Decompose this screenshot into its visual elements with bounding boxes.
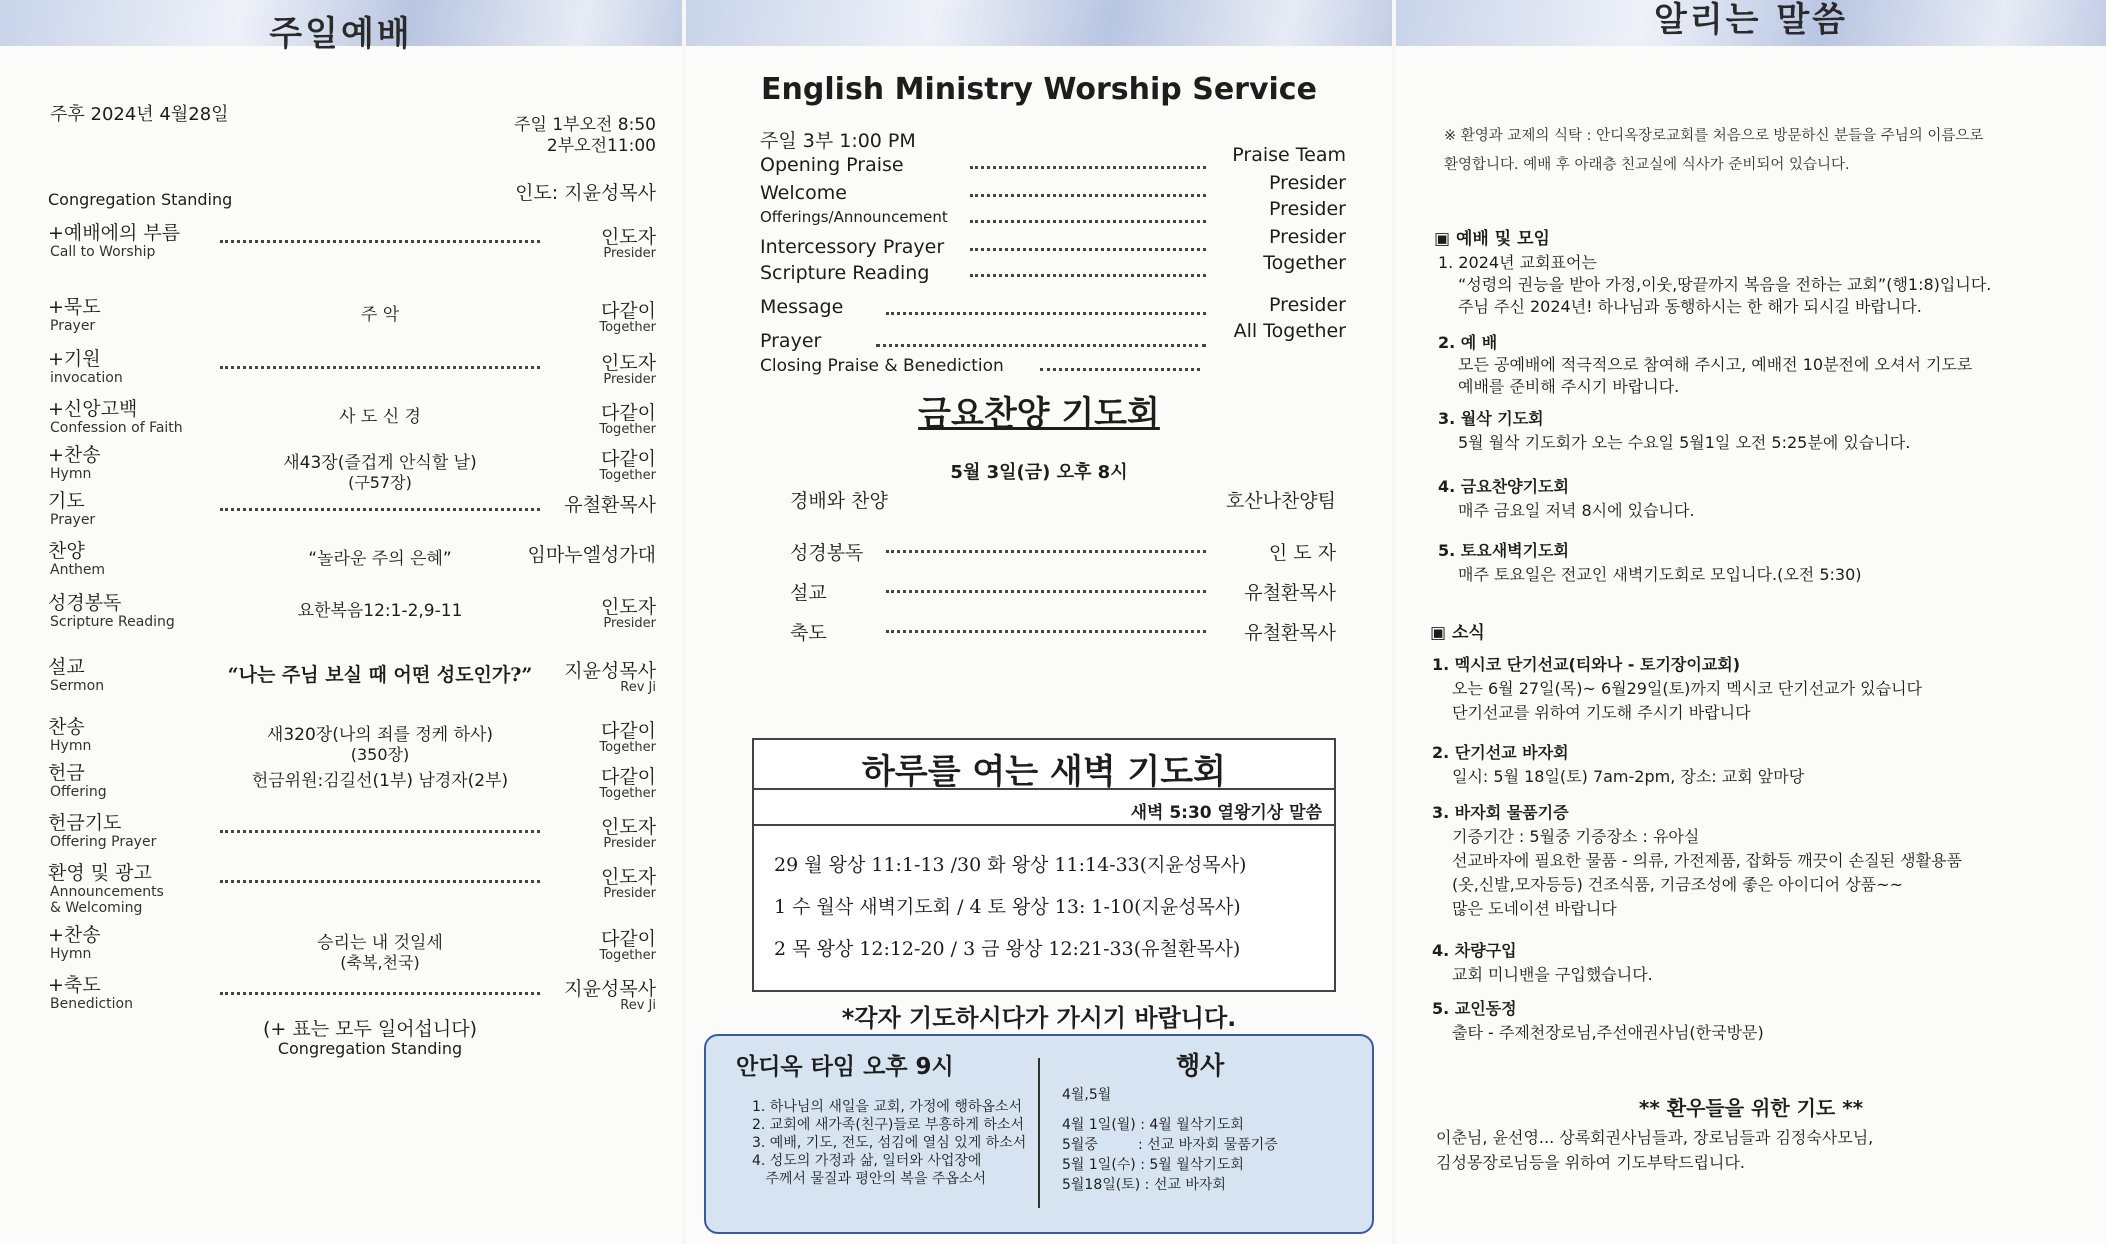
footer-note: (+ 표는 모두 일어섭니다) [262,1018,478,1040]
antioch-item: 2. 교회에 새가족(친구)들로 부흥하게 하소서 [752,1117,1024,1133]
order-item-en: Prayer [50,318,96,334]
order-item-role-en: Together [599,948,656,963]
order-item-role: 지윤성목사 [564,660,656,682]
event-item: 5월 1일(수) : 5월 월삭기도회 [1062,1157,1244,1173]
em-item-role: Together [1263,252,1346,274]
em-item-role: Presider [1269,198,1346,220]
event-item: 5월중 : 선교 바자회 물품기증 [1062,1137,1278,1153]
event-item: 5월18일(토) : 선교 바자회 [1062,1177,1226,1193]
order-item-en: Offering [50,784,107,800]
dotted-leader [220,240,540,243]
order-item-detail: 새320장(나의 죄를 정케 하사) [266,725,494,745]
item-line: (옷,신발,모자등등) 건조식품, 기금조성에 좋은 아이디어 상품~~ [1452,875,1903,894]
order-item-role: 인도자 [600,596,656,618]
em-item-role: Presider [1269,172,1346,194]
order-item-detail: “나는 주님 보실 때 어떤 성도인가?” [227,664,533,686]
order-item-en: Benediction [50,996,133,1012]
item-heading: 4. 차량구입 [1432,941,1517,960]
item-heading: 5. 교인동정 [1432,999,1517,1018]
order-item-ko: +신앙고백 [48,398,138,420]
dotted-leader [970,220,1206,223]
order-item-en: Scripture Reading [50,614,175,630]
item-heading: 3. 바자회 물품기증 [1432,803,1569,822]
dotted-leader [970,274,1206,277]
order-item-ko: 찬송 [48,716,85,738]
order-item-detail: 승리는 내 것일세 [317,933,443,953]
banner-title: 알리는 말씀 [1653,0,1849,40]
item-line: 5월 월삭 기도회가 오는 수요일 5월1일 오전 5:25분에 있습니다. [1458,433,1911,452]
order-item-role-en: Rev Ji [620,680,656,695]
item-line: 매주 금요일 저녁 8시에 있습니다. [1458,501,1695,520]
em-item-role: Praise Team [1232,144,1346,166]
order-item-role: 다같이 [600,928,656,950]
dawn-title: 하루를 여는 새벽 기도회 [862,752,1226,792]
friday-item-label: 성경봉독 [790,542,864,564]
order-item-role-en: Together [599,740,656,755]
em-title: English Ministry Worship Service [761,72,1317,107]
order-item-ko: 기도 [48,490,85,512]
em-item-label: Intercessory Prayer [760,236,945,258]
order-item-ko: 설교 [48,656,85,678]
item-line: 주님 주신 2024년! 하나님과 동행하시는 한 해가 되시길 바랍니다. [1458,297,1922,316]
worship-order-panel [0,0,682,1244]
item-line: 많은 도네이션 바랍니다 [1452,899,1617,918]
order-item-role: 다같이 [600,448,656,470]
order-item-ko: +찬송 [48,924,101,946]
antioch-item: 4. 성도의 가정과 삶, 일터와 사업장에 [752,1153,982,1169]
dawn-row: 2 목 왕상 12:12-20 / 3 금 왕상 12:21-33(유철환목사) [774,938,1241,960]
order-item-role: 인도자 [600,866,656,888]
order-item-role-en: Presider [603,246,656,261]
dawn-note: *각자 기도하시다가 가시기 바랍니다. [841,1004,1237,1032]
friday-item-role: 인 도 자 [1268,542,1336,564]
friday-item-label: 축도 [790,622,827,644]
item-line: 모든 공예배에 적극적으로 참여해 주시고, 예배전 10분전에 오셔서 기도로 [1458,355,1973,374]
item-line: 오는 6월 27일(목)~ 6월29일(토)까지 멕시코 단기선교가 있습니다 [1452,679,1923,698]
order-item-en: invocation [50,370,123,386]
friday-date: 5월 3일(금) 오후 8시 [950,462,1128,483]
em-item-label: Prayer [760,330,822,352]
antioch-box [704,1034,1374,1234]
prayer-line: 김성몽장로님등을 위하여 기도부탁드립니다. [1436,1153,1745,1172]
order-item-role-en: Together [599,786,656,801]
item-heading: 2. 단기선교 바자회 [1432,743,1569,762]
dotted-leader [220,992,540,995]
antioch-item: 주께서 물질과 평안의 복을 주옵소서 [752,1171,987,1187]
order-item-detail: “놀라운 주의 은혜” [308,549,452,569]
prayer-title: ** 환우들을 위한 기도 ** [1638,1096,1864,1120]
em-item-role: Presider [1269,294,1346,316]
friday-item-label: 경배와 찬양 [790,490,888,512]
order-item-role-en: Presider [603,836,656,851]
friday-item-role: 호산나찬양팀 [1225,490,1336,512]
dotted-leader [970,166,1206,169]
dawn-subtitle: 새벽 5:30 열왕기상 말씀 [1130,803,1322,823]
item-heading: 1. 2024년 교회표어는 [1438,253,1597,272]
order-item-ko: +기원 [48,348,101,370]
order-item-detail: 주 악 [360,305,400,325]
em-item-label: Message [760,296,844,318]
section-title: ▣ 소식 [1430,623,1485,643]
banner [686,0,1392,46]
dotted-leader [220,880,540,883]
item-line: 예배를 준비해 주시기 바랍니다. [1458,377,1680,396]
order-item-ko: 환영 및 광고 [48,862,152,884]
order-item-en: Call to Worship [50,244,156,260]
antioch-item: 3. 예배, 기도, 전도, 섬김에 열심 있게 하소서 [752,1135,1027,1151]
order-item-role-en: Together [599,468,656,483]
item-line: 단기선교를 위하여 기도해 주시기 바랍니다 [1452,703,1751,722]
order-item-role: 인도자 [600,816,656,838]
em-time: 주일 3부 1:00 PM [760,130,916,152]
order-item-role-en: Rev Ji [620,998,656,1013]
order-item-role: 인도자 [600,352,656,374]
order-item-en: Confession of Faith [50,420,183,436]
dotted-leader [970,248,1206,251]
order-item-ko: 찬양 [48,540,85,562]
order-item-en: & Welcoming [50,900,143,916]
order-item-role-en: Together [599,422,656,437]
antioch-item: 1. 하나님의 새일을 교회, 가정에 행하옵소서 [752,1099,1022,1115]
events-title: 행사 [1176,1051,1225,1080]
order-item-en: Sermon [50,678,105,694]
order-item-role: 다같이 [600,720,656,742]
item-heading: 2. 예 배 [1438,333,1498,352]
dotted-leader [1040,368,1200,371]
dotted-leader [886,550,1206,553]
service-date: 주후 2024년 4월28일 [50,104,229,125]
item-heading: 5. 토요새벽기도회 [1438,541,1569,560]
order-item-detail: (350장) [350,745,410,764]
dotted-leader [876,344,1206,347]
dotted-leader [886,630,1206,633]
order-item-en: Hymn [50,738,92,754]
order-item-ko: +찬송 [48,444,101,466]
em-item-label: Offerings/Announcement [760,208,948,226]
order-item-ko: +묵도 [48,296,101,318]
em-item-label: Opening Praise [760,154,904,176]
order-item-role: 지윤성목사 [564,978,656,1000]
item-heading: 1. 멕시코 단기선교(티와나 - 토기장이교회) [1432,655,1741,674]
order-item-detail: 요한복음12:1-2,9-11 [297,601,463,621]
welcome-line: ※ 환영과 교제의 식탁 : 안디옥장로교회를 처음으로 방문하신 분들을 주님의 이름으로 [1444,128,1984,144]
prayer-line: 이춘님, 윤선영... 상록회권사님들과, 장로님들과 김정숙사모님, [1436,1128,1874,1147]
order-item-en: Prayer [50,512,96,528]
order-item-en: Anthem [50,562,106,578]
item-line: 매주 토요일은 전교인 새벽기도회로 모입니다.(오전 5:30) [1458,565,1862,584]
section-title: ▣ 예배 및 모임 [1434,229,1550,249]
order-item-role: 유철환목사 [564,494,656,516]
order-item-ko: +예배에의 부름 [48,222,181,244]
banner-title: 주일예배 [269,14,413,54]
friday-item-role: 유철환목사 [1244,582,1336,604]
welcome-line: 환영합니다. 예배 후 아래층 친교실에 식사가 준비되어 있습니다. [1444,157,1850,173]
order-item-role-en: Together [599,320,656,335]
dotted-leader [220,366,540,369]
order-item-detail: 헌금위원:김길선(1부) 남경자(2부) [251,771,509,791]
em-item-label: Closing Praise & Benediction [760,356,1004,376]
dotted-leader [886,312,1206,315]
order-item-role-en: Presider [603,616,656,631]
order-item-role-en: Presider [603,372,656,387]
order-item-role: 다같이 [600,402,656,424]
dawn-row: 1 수 월삭 새벽기도회 / 4 토 왕상 13: 1-10(지윤성목사) [774,896,1241,918]
order-item-role: 임마누엘성가대 [527,544,656,566]
friday-item-role: 유철환목사 [1244,622,1336,644]
item-line: 출타 - 주제천장로님,주선애권사님(한국방문) [1452,1023,1764,1042]
dotted-leader [970,194,1206,197]
order-item-ko: 성경봉독 [48,592,122,614]
em-item-role: Presider [1269,226,1346,248]
service-time-2: 2부오전11:00 [546,136,656,156]
order-item-detail: 사 도 신 경 [339,407,421,427]
order-item-detail: 새43장(즐겁게 안식할 날) [283,453,477,473]
dotted-leader [886,590,1206,593]
order-item-role: 다같이 [600,766,656,788]
order-item-role: 인도자 [600,226,656,248]
order-item-ko: +축도 [48,974,101,996]
order-item-role: 다같이 [600,300,656,322]
friday-item-label: 설교 [790,582,827,604]
item-line: “성령의 권능을 받아 가정,이웃,땅끝까지 복음을 전하는 교회”(행1:8)입니다. [1458,275,1992,294]
event-item: 4월,5월 [1062,1087,1112,1103]
order-item-en: Offering Prayer [50,834,157,850]
dotted-leader [220,508,540,511]
footer-note-en: Congregation Standing [277,1039,463,1058]
order-item-detail: (구57장) [348,473,412,492]
item-heading: 4. 금요찬양기도회 [1438,477,1569,496]
em-item-role: All Together [1233,320,1346,342]
congregation-standing-label: Congregation Standing [48,190,233,209]
order-item-en: Hymn [50,946,92,962]
em-item-label: Scripture Reading [760,262,930,284]
event-item: 4월 1일(월) : 4월 월삭기도회 [1062,1117,1244,1133]
order-item-ko: 헌금기도 [48,812,122,834]
dotted-leader [220,830,540,833]
order-item-role-en: Presider [603,886,656,901]
order-item-en: Announcements [50,884,164,900]
item-line: 선교바자에 필요한 물품 - 의류, 가전제품, 잡화등 깨끗이 손질된 생활용품 [1452,851,1962,870]
em-item-label: Welcome [760,182,847,204]
order-item-ko: 헌금 [48,762,85,784]
dawn-row: 29 월 왕상 11:1-13 /30 화 왕상 11:14-33(지윤성목사) [774,854,1247,876]
item-line: 기증기간 : 5월중 기증장소 : 유아실 [1452,827,1700,846]
leader: 인도: 지윤성목사 [515,182,656,204]
item-heading: 3. 월삭 기도회 [1438,409,1544,428]
order-item-detail: (축복,천국) [340,953,420,972]
item-line: 교회 미니밴을 구입했습니다. [1452,965,1653,984]
announcements-panel [1396,0,2106,1244]
antioch-title: 안디옥 타임 오후 9시 [736,1054,954,1080]
item-line: 일시: 5월 18일(토) 7am-2pm, 장소: 교회 앞마당 [1452,767,1805,786]
order-item-en: Hymn [50,466,92,482]
english-ministry-panel [686,0,1392,1244]
friday-title: 금요찬양 기도회 [918,394,1160,434]
dawn-prayer-box [752,738,1336,992]
service-time-1: 주일 1부오전 8:50 [514,115,656,135]
